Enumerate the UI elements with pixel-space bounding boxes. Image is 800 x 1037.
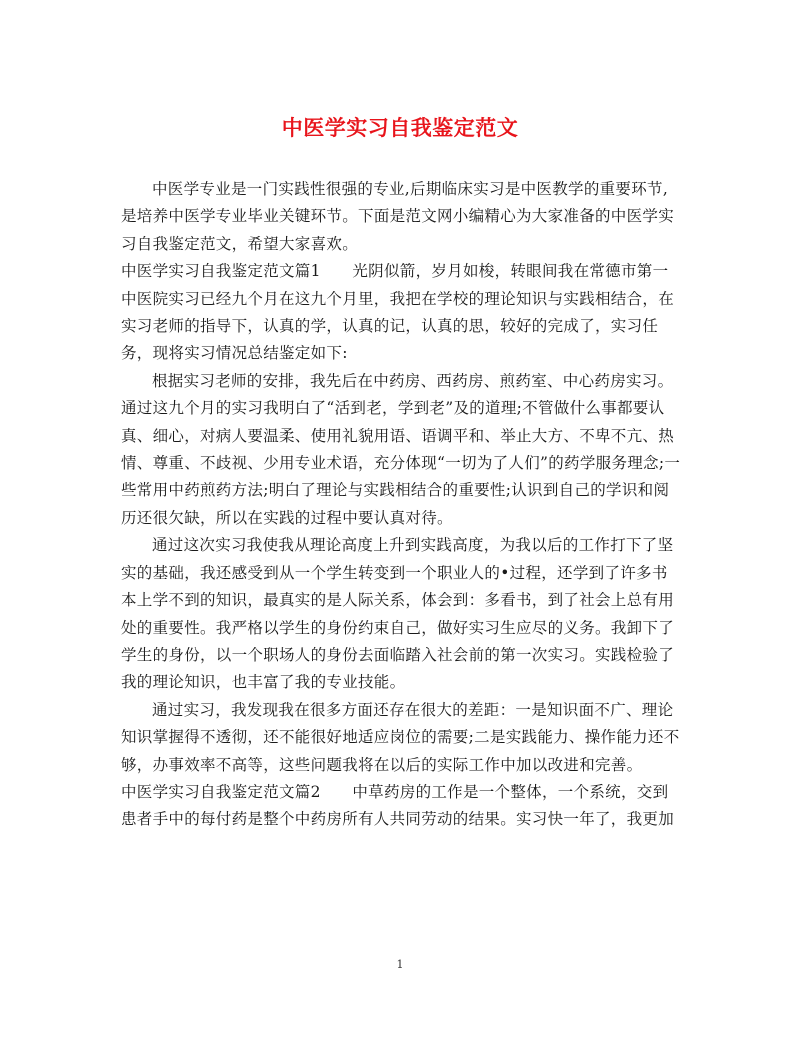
document-body — [121, 176, 681, 834]
section-2-paragraph: 中医学实习自我鉴定范文篇2 中草药房的工作是一个整体，一个系统，交到患者手中的每付药是整个中药房所有人共同劳动的结果。实习快一年了，我更加 — [121, 782, 675, 829]
page-number: 1 — [396, 958, 404, 971]
body-paragraph-2: 通过这次实习我使我从理论高度上升到实践高度，为我以后的工作打下了坚实的基础，我还感受到从一个学生转变到一个职业人的•过程，还学到了许多书本上学不到的知识，最真实的是人际关系，体会到：多看书，到了社会上总有用处的重要性。我严格以学生的身份约束自己，做好实习生应尽的义务。我卸下了学生的身份，以一个职场人的身份去面临踏入社会前的第一次实习。实践检验了我的理论知识，也丰富了我的专业技能。 — [121, 536, 675, 692]
body-paragraph-3: 通过实习，我发现我在很多方面还存在很大的差距：一是知识面不广、理论知识掌握得不透彻，还不能很好地适应岗位的需要;二是实践能力、操作能力还不够，办事效率不高等，这些问题我将在以后的实际工作中加以改进和完善。 — [121, 700, 680, 774]
section-1-paragraph: 中医学实习自我鉴定范文篇1 光阴似箭，岁月如梭，转眼间我在常德市第一中医院实习已经九个月在这九个月里，我把在学校的理论知识与实践相结合，在实习老师的指导下，认真的学，认真的记，认真的思，较好的完成了，实习任务，现将实习情况总结鉴定如下: — [121, 262, 675, 363]
body-paragraph-1: 根据实习老师的安排，我先后在中药房、西药房、煎药室、中心药房实习。通过这九个月的实习我明白了“活到老，学到老”及的道理;不管做什么事都要认真、细心，对病人要温柔、使用礼貌用语、语调平和、举止大方、不卑不亢、热情、尊重、不歧视、少用专业术语，充分体现“一切为了人们”的药学服务理念;一些常用中药煎药方法;明白了理论与实践相结合的重要性;认识到自己的学识和阅历还很欠缺，所以在实践的过程中要认真对待。 — [121, 371, 681, 527]
intro-paragraph: 中医学专业是一门实践性很强的专业,后期临床实习是中医教学的重要环节,是培养中医学专业毕业关键环节。下面是范文网小编精心为大家准备的中医学实习自我鉴定范文，希望大家喜欢。 — [121, 180, 675, 253]
document-title: 中医学实习自我鉴定范文 — [281, 115, 519, 140]
